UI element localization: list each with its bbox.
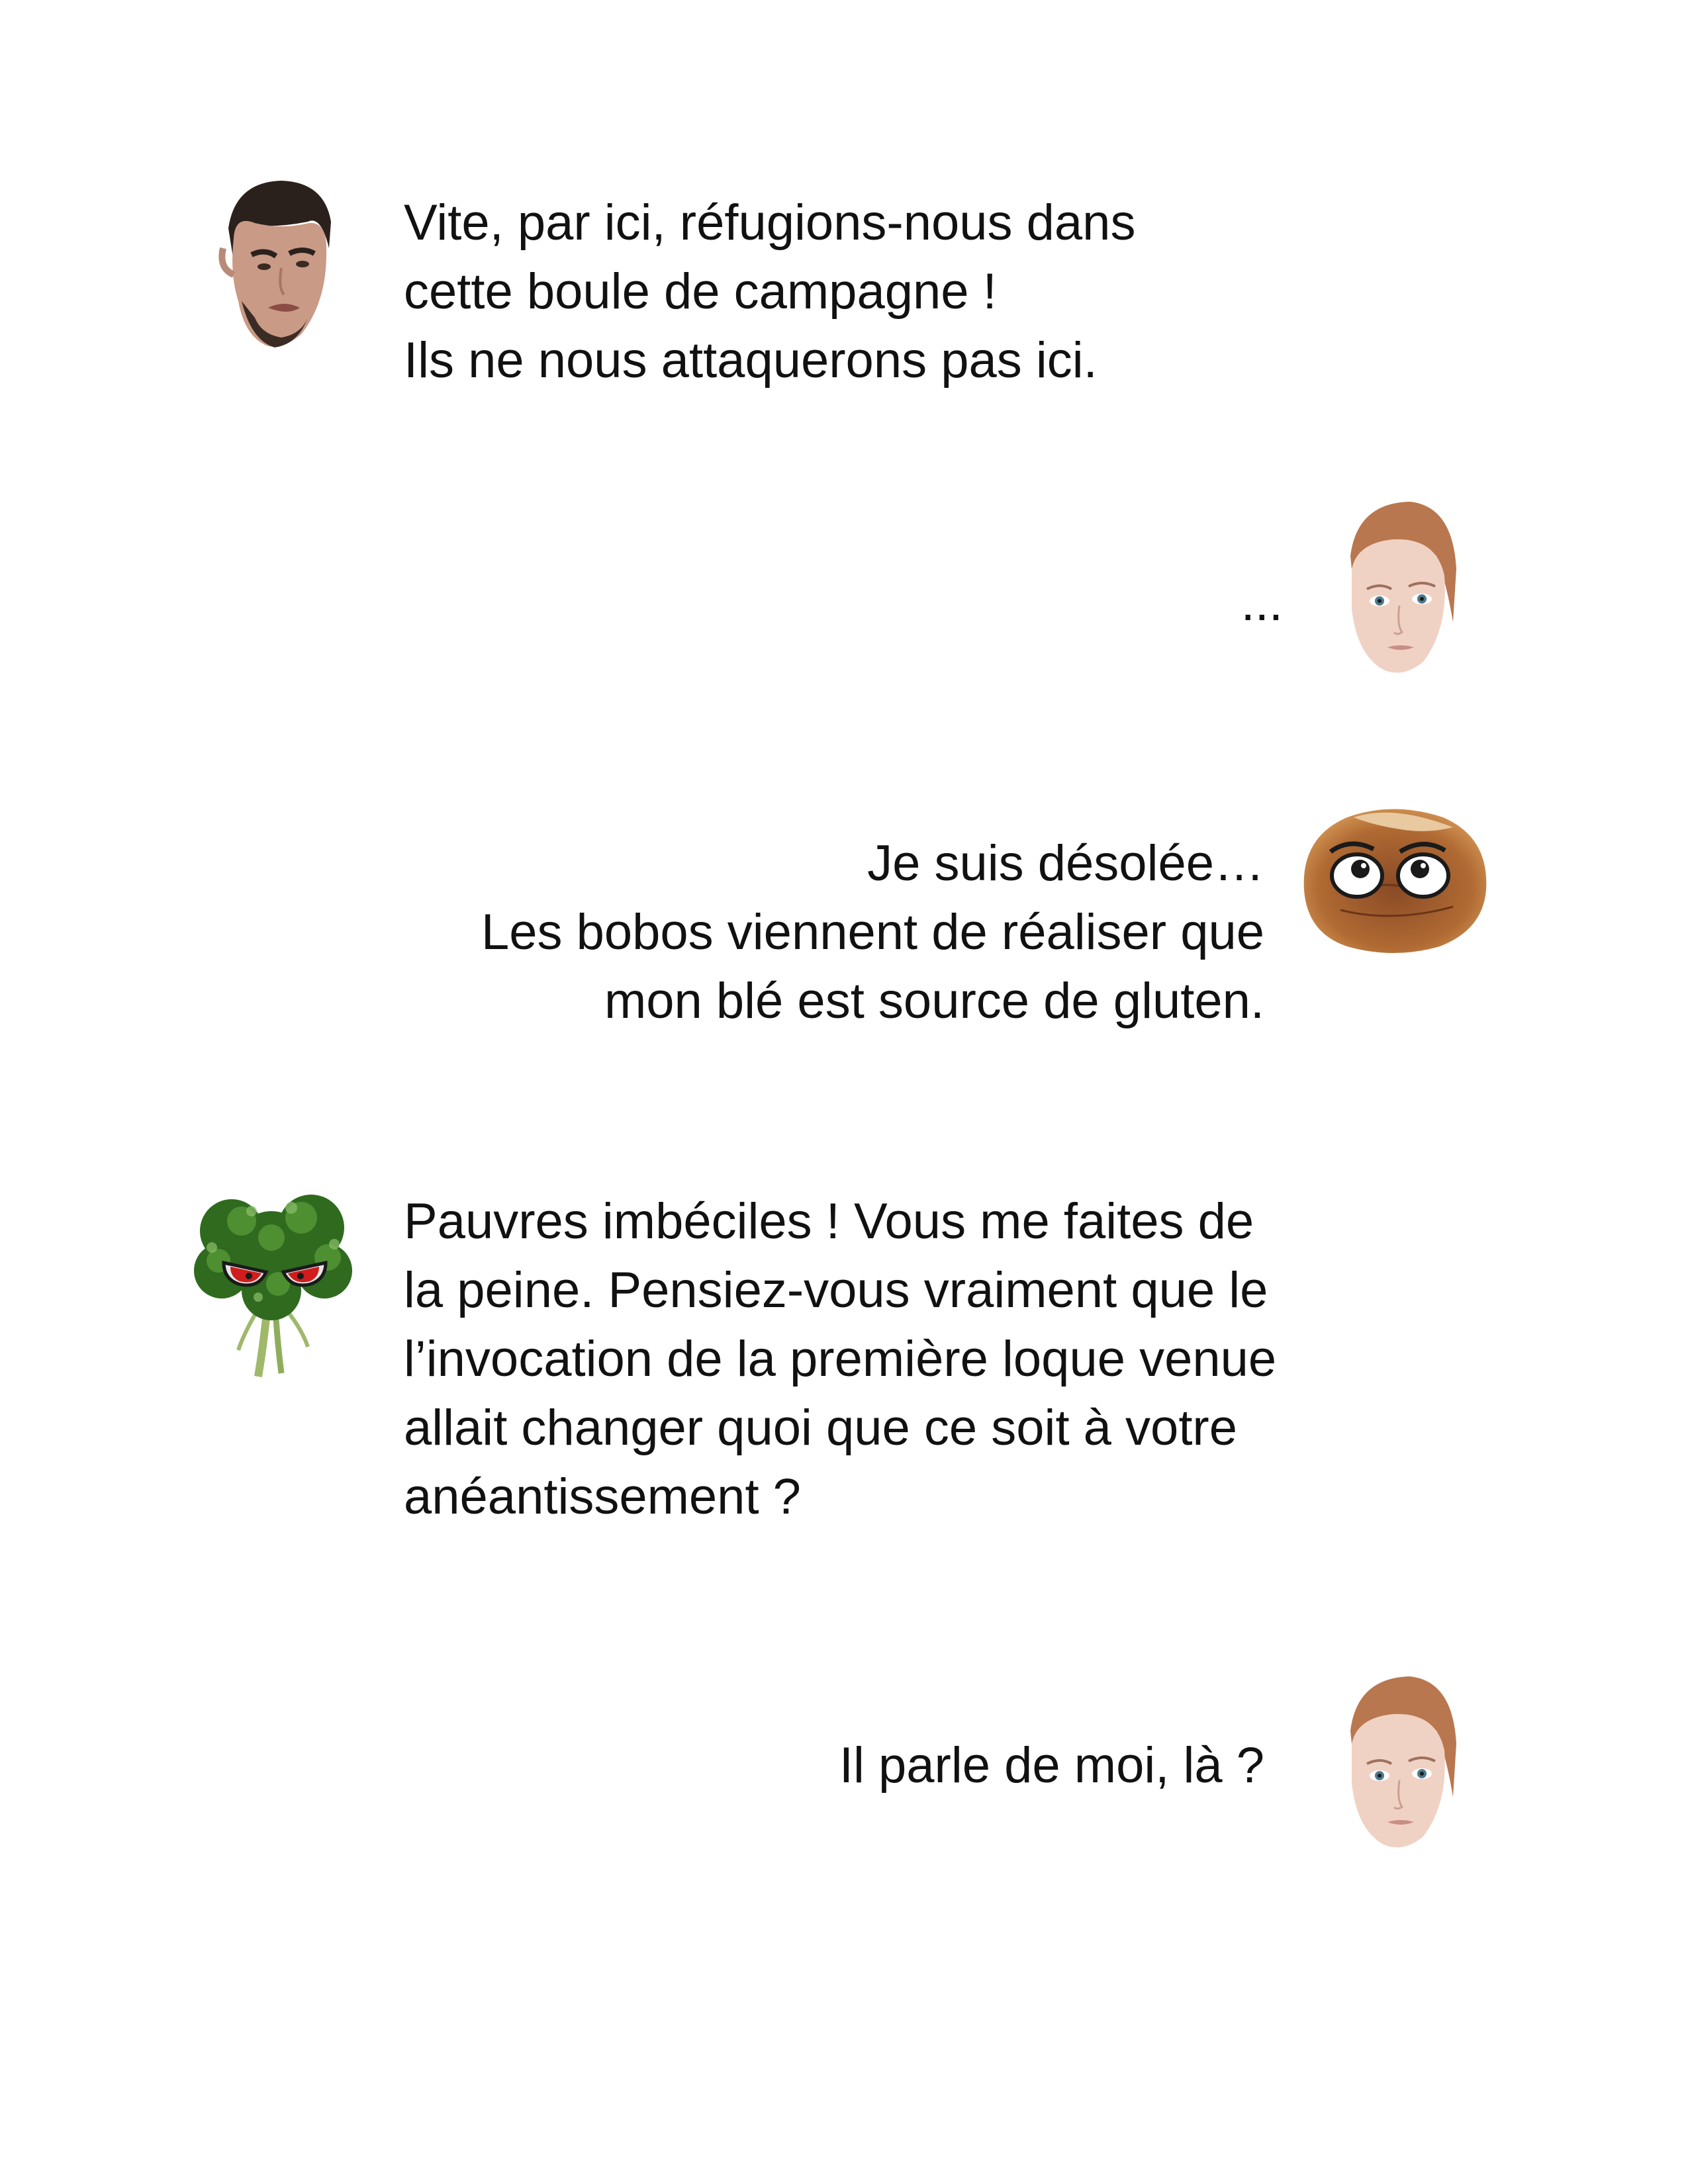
message-2-line-1: ...	[1241, 575, 1283, 631]
message-4-line-5: anéantissement ?	[404, 1469, 801, 1525]
message-3-line-1: Je suis désolée…	[867, 835, 1264, 891]
bread-loaf-avatar	[1294, 797, 1493, 956]
angry-kale-avatar	[192, 1185, 357, 1383]
woman-face-avatar	[1331, 496, 1463, 682]
message-1-line-1: Vite, par ici, réfugions-nous dans	[404, 195, 1136, 251]
message-1-line-2: cette boule de campagne !	[404, 263, 997, 320]
message-3-line-3: mon blé est source de gluten.	[604, 973, 1264, 1029]
message-1-line-3: Ils ne nous attaquerons pas ici.	[404, 332, 1098, 388]
woman-face-avatar	[1331, 1671, 1463, 1856]
message-3-line-2: Les bobos viennent de réaliser que	[481, 904, 1264, 960]
man-face-avatar	[215, 175, 334, 354]
message-4-line-1: Pauvres imbéciles ! Vous me faites de	[404, 1193, 1254, 1250]
message-4-line-4: allait changer quoi que ce soit à votre	[404, 1400, 1238, 1456]
message-5-line-1: Il parle de moi, là ?	[839, 1737, 1264, 1794]
message-4-line-3: l’invocation de la première loque venue	[404, 1331, 1277, 1387]
message-4-line-2: la peine. Pensiez-vous vraiment que le	[404, 1262, 1268, 1318]
